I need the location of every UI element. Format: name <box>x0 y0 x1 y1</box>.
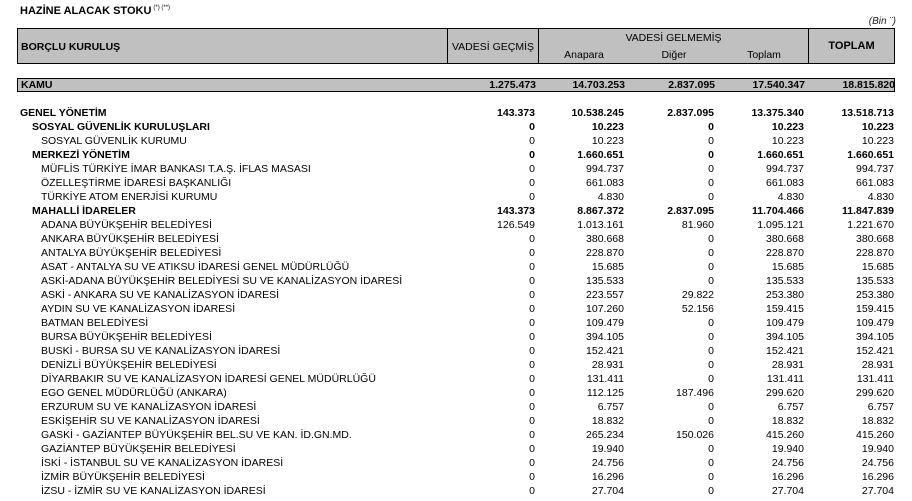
value-vadesi-gecmis: 0 <box>529 121 535 133</box>
value-anapara: 223.557 <box>586 289 624 301</box>
value-anapara: 109.479 <box>586 317 624 329</box>
value-diger: 0 <box>708 233 714 245</box>
value-toplam-gelmemis: 661.083 <box>766 177 804 189</box>
row-name: MÜFLİS TÜRKİYE İMAR BANKASI T.A.Ş. İFLAS MASASI <box>41 163 311 175</box>
value-diger: 0 <box>708 457 714 469</box>
table-row <box>0 274 912 288</box>
value-vadesi-gecmis: 0 <box>529 303 535 315</box>
row-name: MAHALLİ İDARELER <box>32 205 136 217</box>
value-toplam: 16.296 <box>861 471 894 483</box>
value-anapara: 15.685 <box>591 261 624 273</box>
table-row <box>0 218 912 232</box>
table-row <box>0 330 912 344</box>
value-vadesi-gecmis: 0 <box>529 457 535 469</box>
table-row <box>0 190 912 204</box>
value-vadesi-gecmis: 0 <box>529 177 535 189</box>
value-toplam-gelmemis: 15.685 <box>771 261 804 273</box>
row-name: İZMİR BÜYÜKŞEHİR BELEDİYESİ <box>41 471 205 483</box>
value-toplam-gelmemis: 6.757 <box>777 401 804 413</box>
table-row <box>0 316 912 330</box>
value-anapara: 380.668 <box>586 233 624 245</box>
value-toplam-gelmemis: 1.095.121 <box>757 219 804 231</box>
value-diger: 187.496 <box>676 387 714 399</box>
table-row <box>0 148 912 162</box>
value-toplam-gelmemis: 394.105 <box>766 331 804 343</box>
row-name: BUSKİ - BURSA SU VE KANALİZASYON İDARESİ <box>41 345 281 357</box>
row-name: ESKİŞEHİR SU VE KANALİZASYON İDARESİ <box>41 415 260 427</box>
header-label: BORÇLU KURULUŞ <box>21 41 121 53</box>
row-name: ASKİ - ANKARA SU VE KANALİZASYON İDARESİ <box>41 289 280 301</box>
table-row <box>0 288 912 302</box>
table-row <box>0 344 912 358</box>
value-diger: 150.026 <box>676 429 714 441</box>
row-name: DENİZLİ BÜYÜKŞEHİR BELEDİYESİ <box>41 359 217 371</box>
value-vadesi-gecmis: 0 <box>529 359 535 371</box>
value-vadesi-gecmis: 0 <box>529 275 535 287</box>
value-toplam-gelmemis: 18.832 <box>771 415 804 427</box>
value-toplam-gelmemis: 28.931 <box>771 359 804 371</box>
value-diger: 0 <box>708 359 714 371</box>
value-diger: 0 <box>708 163 714 175</box>
value-anapara: 135.533 <box>586 275 624 287</box>
value-diger: 0 <box>708 373 714 385</box>
row-name: TÜRKİYE ATOM ENERJİSİ KURUMU <box>41 191 218 203</box>
value-toplam: 131.411 <box>856 373 894 385</box>
row-name: MERKEZİ YÖNETİM <box>32 149 130 161</box>
value-anapara: 107.260 <box>586 303 624 315</box>
value-toplam: 135.533 <box>856 275 894 287</box>
table-row <box>0 106 912 120</box>
value-diger: 0 <box>708 401 714 413</box>
value-vadesi-gecmis: 0 <box>529 429 535 441</box>
value-toplam: 228.870 <box>856 247 894 259</box>
value-toplam-gelmemis: 4.830 <box>777 191 804 203</box>
header-label: TOPLAM <box>828 40 875 52</box>
value-toplam: 19.940 <box>861 443 894 455</box>
unit-label: (Bin ¨) <box>868 16 896 27</box>
row-name: ERZURUM SU VE KANALİZASYON İDARESİ <box>41 401 257 413</box>
value-vadesi-gecmis: 143.373 <box>497 205 535 217</box>
value-anapara: 24.756 <box>591 457 624 469</box>
value-toplam: 15.685 <box>861 261 894 273</box>
value-anapara: 131.411 <box>586 373 624 385</box>
value-vadesi-gecmis: 0 <box>529 149 535 161</box>
table-row <box>0 358 912 372</box>
header-label: VADESİ GELMEMİŞ <box>625 32 722 44</box>
row-name: DİYARBAKIR SU VE KANALİZASYON İDARESİ GENEL MÜDÜRLÜĞÜ <box>41 373 376 385</box>
row-name: ADANA BÜYÜKŞEHİR BELEDİYESİ <box>41 219 212 231</box>
value-diger: 0 <box>708 247 714 259</box>
value-anapara: 8.867.372 <box>577 205 624 217</box>
value-toplam-gelmemis: 253.380 <box>766 289 804 301</box>
value-toplam: 4.830 <box>867 191 894 203</box>
row-name: ÖZELLEŞTİRME İDARESİ BAŞKANLIĞI <box>41 177 232 189</box>
value-toplam-gelmemis: 11.704.466 <box>752 205 804 217</box>
value-toplam: 6.757 <box>867 401 894 413</box>
value-anapara: 112.125 <box>586 387 624 399</box>
value-diger: 0 <box>708 121 714 133</box>
value-toplam: 253.380 <box>856 289 894 301</box>
value-anapara: 10.223 <box>591 135 624 147</box>
value-diger: 0 <box>708 415 714 427</box>
value-vadesi-gecmis: 0 <box>529 163 535 175</box>
header-anapara: Anapara <box>564 49 604 61</box>
table-row <box>0 260 912 274</box>
value-diger: 0 <box>708 443 714 455</box>
value-toplam-gelmemis: 109.479 <box>766 317 804 329</box>
table-row <box>0 120 912 134</box>
value-diger: 2.837.095 <box>668 79 715 91</box>
table-row <box>0 134 912 148</box>
row-name: ANKARA BÜYÜKŞEHİR BELEDİYESİ <box>41 233 219 245</box>
value-toplam: 27.704 <box>861 485 894 497</box>
value-vadesi-gecmis: 0 <box>529 289 535 301</box>
row-name: İZSU - İZMİR SU VE KANALİZASYON İDARESİ <box>41 485 266 497</box>
kamu-total-row <box>17 78 895 92</box>
row-name: SOSYAL GÜVENLİK KURUMU <box>41 135 187 147</box>
value-toplam: 109.479 <box>856 317 894 329</box>
value-toplam-gelmemis: 16.296 <box>771 471 804 483</box>
value-anapara: 1.660.651 <box>577 149 624 161</box>
value-anapara: 16.296 <box>591 471 624 483</box>
table-row <box>0 400 912 414</box>
row-name: BURSA BÜYÜKŞEHİR BELEDİYESİ <box>41 331 212 343</box>
value-anapara: 265.234 <box>586 429 624 441</box>
value-toplam-gelmemis: 27.704 <box>771 485 804 497</box>
value-anapara: 27.704 <box>591 485 624 497</box>
title-footnote: (*) (**) <box>153 5 171 11</box>
value-toplam: 415.260 <box>856 429 894 441</box>
row-name: ANTALYA BÜYÜKŞEHİR BELEDİYESİ <box>41 247 222 259</box>
value-toplam: 28.931 <box>861 359 894 371</box>
value-toplam: 661.083 <box>856 177 894 189</box>
value-vadesi-gecmis: 0 <box>529 345 535 357</box>
row-name: İSKİ - İSTANBUL SU VE KANALİZASYON İDARESİ <box>41 457 284 469</box>
table-row <box>0 414 912 428</box>
value-toplam: 1.660.651 <box>847 149 894 161</box>
value-toplam-gelmemis: 1.660.651 <box>757 149 804 161</box>
value-diger: 0 <box>708 485 714 497</box>
header-vadesi-gecmis <box>448 29 539 63</box>
value-toplam-gelmemis: 131.411 <box>766 373 804 385</box>
header-toplam-sub: Toplam <box>747 49 781 61</box>
row-name: AYDIN SU VE KANALİZASYON İDARESİ <box>41 303 236 315</box>
value-toplam-gelmemis: 17.540.347 <box>752 79 805 91</box>
value-toplam: 394.105 <box>856 331 894 343</box>
header-vadesi-gelmemis <box>539 29 809 63</box>
value-toplam-gelmemis: 228.870 <box>766 247 804 259</box>
table-row <box>0 232 912 246</box>
value-toplam-gelmemis: 10.223 <box>771 135 804 147</box>
value-anapara: 28.931 <box>591 359 624 371</box>
header-borclu-kurulus <box>18 29 448 63</box>
value-vadesi-gecmis: 0 <box>529 485 535 497</box>
value-diger: 2.837.095 <box>667 205 714 217</box>
value-diger: 0 <box>708 177 714 189</box>
value-anapara: 14.703.253 <box>572 79 625 91</box>
value-vadesi-gecmis: 0 <box>529 471 535 483</box>
value-toplam-gelmemis: 380.668 <box>766 233 804 245</box>
value-diger: 52.156 <box>681 303 714 315</box>
value-toplam-gelmemis: 24.756 <box>771 457 804 469</box>
table-row <box>0 246 912 260</box>
page-title <box>20 5 170 17</box>
value-toplam-gelmemis: 10.223 <box>771 121 804 133</box>
value-toplam: 10.223 <box>861 121 894 133</box>
value-vadesi-gecmis: 0 <box>529 135 535 147</box>
value-anapara: 394.105 <box>586 331 624 343</box>
row-name: EGO GENEL MÜDÜRLÜĞÜ (ANKARA) <box>41 387 227 399</box>
row-name: KAMU <box>21 79 53 91</box>
table-row <box>0 372 912 386</box>
value-diger: 0 <box>708 191 714 203</box>
value-vadesi-gecmis: 0 <box>529 317 535 329</box>
value-diger: 0 <box>708 135 714 147</box>
value-vadesi-gecmis: 0 <box>529 247 535 259</box>
row-name: GENEL YÖNETİM <box>20 107 107 119</box>
row-name: ASKİ-ADANA BÜYÜKŞEHİR BELEDİYESİ SU VE KANALİZASYON İDARESİ <box>41 275 403 287</box>
value-vadesi-gecmis: 1.275.473 <box>489 79 536 91</box>
value-anapara: 994.737 <box>586 163 624 175</box>
value-anapara: 228.870 <box>586 247 624 259</box>
value-vadesi-gecmis: 0 <box>529 401 535 413</box>
value-vadesi-gecmis: 0 <box>529 415 535 427</box>
value-vadesi-gecmis: 126.549 <box>497 219 535 231</box>
value-diger: 0 <box>708 149 714 161</box>
value-vadesi-gecmis: 0 <box>529 443 535 455</box>
table-row <box>0 442 912 456</box>
value-anapara: 6.757 <box>597 401 624 413</box>
header-diger: Diğer <box>661 49 687 61</box>
value-anapara: 4.830 <box>597 191 624 203</box>
table-body <box>0 106 912 498</box>
value-vadesi-gecmis: 0 <box>529 233 535 245</box>
value-diger: 81.960 <box>681 219 714 231</box>
value-vadesi-gecmis: 0 <box>529 387 535 399</box>
row-name: BATMAN BELEDİYESİ <box>41 317 149 329</box>
title-text: HAZİNE ALACAK STOKU <box>20 5 152 17</box>
value-vadesi-gecmis: 143.373 <box>497 107 535 119</box>
table-row <box>0 428 912 442</box>
value-anapara: 10.223 <box>591 121 624 133</box>
value-toplam-gelmemis: 135.533 <box>766 275 804 287</box>
value-diger: 2.837.095 <box>667 107 714 119</box>
value-toplam: 994.737 <box>856 163 894 175</box>
value-diger: 0 <box>708 261 714 273</box>
value-diger: 0 <box>708 317 714 329</box>
table-row <box>0 470 912 484</box>
value-vadesi-gecmis: 0 <box>529 331 535 343</box>
value-toplam-gelmemis: 19.940 <box>771 443 804 455</box>
row-name: SOSYAL GÜVENLİK KURULUŞLARI <box>32 121 210 133</box>
value-toplam-gelmemis: 415.260 <box>766 429 804 441</box>
value-vadesi-gecmis: 0 <box>529 191 535 203</box>
value-toplam: 10.223 <box>861 135 894 147</box>
value-toplam-gelmemis: 159.415 <box>766 303 804 315</box>
value-toplam: 159.415 <box>856 303 894 315</box>
value-toplam: 299.620 <box>856 387 894 399</box>
value-toplam: 18.832 <box>861 415 894 427</box>
header-label: VADESİ GEÇMİŞ <box>451 41 535 53</box>
value-toplam: 152.421 <box>856 345 894 357</box>
table-row <box>0 162 912 176</box>
table-row <box>0 176 912 190</box>
table-row <box>0 484 912 498</box>
value-diger: 29.822 <box>681 289 714 301</box>
value-vadesi-gecmis: 0 <box>529 261 535 273</box>
value-anapara: 10.538.245 <box>571 107 624 119</box>
value-toplam-gelmemis: 994.737 <box>766 163 804 175</box>
value-toplam: 1.221.670 <box>847 219 894 231</box>
value-diger: 0 <box>708 471 714 483</box>
value-toplam: 18.815.820 <box>842 79 895 91</box>
value-toplam-gelmemis: 299.620 <box>766 387 804 399</box>
value-anapara: 19.940 <box>591 443 624 455</box>
value-toplam: 24.756 <box>861 457 894 469</box>
table-row <box>0 204 912 218</box>
value-diger: 0 <box>708 275 714 287</box>
value-toplam-gelmemis: 152.421 <box>766 345 804 357</box>
value-anapara: 152.421 <box>586 345 624 357</box>
value-anapara: 18.832 <box>591 415 624 427</box>
value-anapara: 1.013.161 <box>577 219 624 231</box>
table-row <box>0 302 912 316</box>
value-toplam-gelmemis: 13.375.340 <box>751 107 804 119</box>
row-name: GAZİANTEP BÜYÜKŞEHİR BELEDİYESİ <box>41 443 236 455</box>
value-diger: 0 <box>708 331 714 343</box>
table-row <box>0 456 912 470</box>
row-name: ASAT - ANTALYA SU VE ATIKSU İDARESİ GENEL MÜDÜRLÜĞÜ <box>41 261 350 273</box>
value-vadesi-gecmis: 0 <box>529 373 535 385</box>
value-toplam: 380.668 <box>856 233 894 245</box>
row-name: GASKİ - GAZİANTEP BÜYÜKŞEHİR BEL.SU VE KAN. İD.GN.MD. <box>41 429 352 441</box>
value-toplam: 13.518.713 <box>841 107 894 119</box>
value-anapara: 661.083 <box>586 177 624 189</box>
value-diger: 0 <box>708 345 714 357</box>
value-toplam: 11.847.839 <box>842 205 894 217</box>
table-header <box>17 28 895 64</box>
header-toplam <box>809 29 894 63</box>
table-row <box>0 386 912 400</box>
